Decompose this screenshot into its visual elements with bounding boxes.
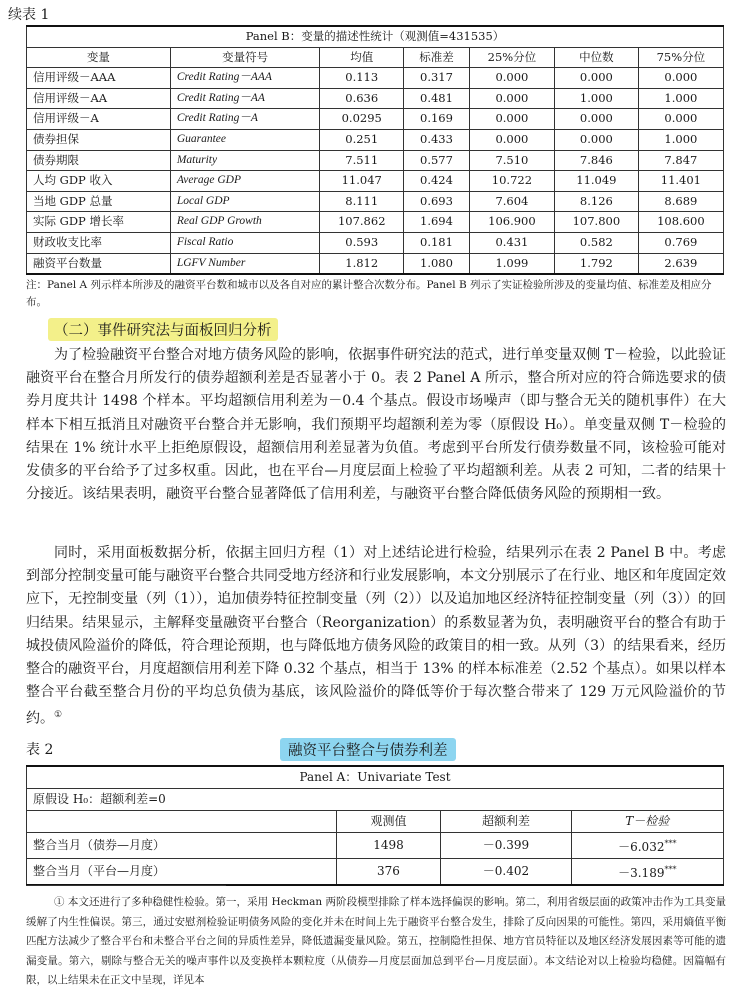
value-cell: 0.769 <box>638 232 723 253</box>
value-cell: 1.812 <box>320 253 404 274</box>
value-cell: 7.847 <box>638 150 723 171</box>
column-header: 标准差 <box>404 47 470 68</box>
value-cell: 8.126 <box>554 191 638 212</box>
row-label-cell <box>27 859 337 886</box>
value-cell: 0.000 <box>638 68 723 89</box>
variable-symbol-cell: Local GDP <box>170 191 320 212</box>
value-cell: 0.000 <box>469 109 554 130</box>
value-cell: 0.431 <box>469 232 554 253</box>
paragraph-1: 为了检验融资平台整合对地方债务风险的影响，依据事件研究法的范式，进行单变量双侧 T－检验，以此验证融资平台在整合月所发行的债券超额利差是否显著小于 0。表 2 Panel A 所示，整合所对应的符合筛选要求的债券月度共计 1498 个样本。平均超额信用利差为－0.4 个基点。假设市场噪声（即与整合无关的随机事件）在大样本下相互抵消且对融资平台整合并无影响，我们预期平均超额利差为零（原假设 H₀）。单变量双侧 T－检验的结果在 1% 统计水平上拒绝原假设，超额信用利差显著为负值。考虑到平台所发行债券数量不同，该检验可能对发债多的平台给予了过多权重。因此，也在平台—月度层面上检验了平均超额利差。从表 2 可知，二者的结果十分接近。该结果表明，融资平台整合显著降低了信用利差，与融资平台整合降低债务风险的预期相一致。 <box>26 347 726 503</box>
value-cell: 1.080 <box>404 253 470 274</box>
significance-stars: *** <box>664 839 677 848</box>
value-cell: 2.639 <box>638 253 723 274</box>
table-row <box>27 150 724 171</box>
table2-title: 融资平台整合与债券利差 <box>280 738 456 761</box>
value-cell: 8.689 <box>638 191 723 212</box>
table-row <box>27 171 724 192</box>
cell-text: －0.402 <box>482 864 530 878</box>
value-cell: 7.846 <box>554 150 638 171</box>
value-cell: 0.169 <box>404 109 470 130</box>
paragraph-2 <box>26 542 726 731</box>
cell-text: 整合当月（债券—月度） <box>33 838 166 852</box>
variable-symbol-cell: Credit Rating－A <box>170 109 320 130</box>
value-cell: 1.694 <box>404 212 470 233</box>
variable-symbol-cell: LGFV Number <box>170 253 320 274</box>
variable-symbol-cell: Credit Rating－AAA <box>170 68 320 89</box>
value-cell: 0.481 <box>404 88 470 109</box>
value-cell: 11.047 <box>320 171 404 192</box>
value-cell <box>571 859 723 886</box>
variable-name-cell: 债券担保 <box>27 129 171 150</box>
value-cell: 0.577 <box>404 150 470 171</box>
panel-b-caption: Panel B：变量的描述性统计（观测值=431535） <box>27 26 724 47</box>
table-row <box>27 212 724 233</box>
table-row <box>27 191 724 212</box>
value-cell <box>441 859 571 886</box>
value-cell: 108.600 <box>638 212 723 233</box>
value-cell: 1.000 <box>638 88 723 109</box>
column-header: 中位数 <box>554 47 638 68</box>
value-cell: 0.181 <box>404 232 470 253</box>
panel-a-caption: Panel A：Univariate Test <box>27 766 724 789</box>
value-cell: 1.000 <box>554 88 638 109</box>
value-cell: 0.317 <box>404 68 470 89</box>
variable-symbol-cell: Real GDP Growth <box>170 212 320 233</box>
variable-name-cell: 实际 GDP 增长率 <box>27 212 171 233</box>
cell-text: －3.189 <box>618 866 665 880</box>
value-cell: 7.510 <box>469 150 554 171</box>
table-row <box>27 859 724 886</box>
value-cell: 0.433 <box>404 129 470 150</box>
column-header: 25%分位 <box>469 47 554 68</box>
table-row <box>27 129 724 150</box>
value-cell: 1.792 <box>554 253 638 274</box>
value-cell: 1.000 <box>638 129 723 150</box>
table-row <box>27 232 724 253</box>
table-row <box>27 833 724 859</box>
value-cell: 7.511 <box>320 150 404 171</box>
value-cell: 0.000 <box>554 109 638 130</box>
variable-name-cell: 当地 GDP 总量 <box>27 191 171 212</box>
cell-text: 整合当月（平台—月度） <box>33 864 166 878</box>
table-row <box>27 68 724 89</box>
value-cell: 0.593 <box>320 232 404 253</box>
value-cell <box>571 833 723 859</box>
variable-symbol-cell: Maturity <box>170 150 320 171</box>
hypothesis-row: 原假设 H₀：超额利差=0 <box>27 789 724 811</box>
variable-name-cell: 信用评级－AAA <box>27 68 171 89</box>
value-cell: 0.582 <box>554 232 638 253</box>
value-cell: 107.800 <box>554 212 638 233</box>
footnote-marker[interactable]: ① <box>54 710 63 721</box>
value-cell: 11.401 <box>638 171 723 192</box>
column-header: 超额利差 <box>441 811 571 833</box>
value-cell: 0.000 <box>469 88 554 109</box>
table1-note: 注：Panel A 列示样本所涉及的融资平台数和城市以及各自对应的累计整合次数分布。Panel B 列示了实证检验所涉及的变量均值、标准差及相应分布。 <box>26 279 712 308</box>
column-header: T－检验 <box>571 811 723 833</box>
value-cell: 10.722 <box>469 171 554 192</box>
value-cell: 0.000 <box>469 129 554 150</box>
value-cell: 0.636 <box>320 88 404 109</box>
value-cell <box>336 859 441 886</box>
value-cell: 7.604 <box>469 191 554 212</box>
descriptive-stats-table <box>26 25 724 275</box>
value-cell: 106.900 <box>469 212 554 233</box>
variable-name-cell: 融资平台数量 <box>27 253 171 274</box>
cell-text: －6.032 <box>618 840 665 854</box>
cell-text: －0.399 <box>482 838 530 852</box>
variable-name-cell: 财政收支比率 <box>27 232 171 253</box>
variable-name-cell: 人均 GDP 收入 <box>27 171 171 192</box>
value-cell: 1.099 <box>469 253 554 274</box>
column-header: 均值 <box>320 47 404 68</box>
table-row <box>27 109 724 130</box>
value-cell <box>441 833 571 859</box>
value-cell: 0.251 <box>320 129 404 150</box>
table-header-row <box>27 47 724 68</box>
value-cell: 0.000 <box>554 129 638 150</box>
table2-header-row <box>27 811 724 833</box>
variable-symbol-cell: Average GDP <box>170 171 320 192</box>
univariate-test-table <box>26 765 724 886</box>
value-cell: 107.862 <box>320 212 404 233</box>
column-header <box>27 811 337 833</box>
value-cell: 0.693 <box>404 191 470 212</box>
value-cell: 0.113 <box>320 68 404 89</box>
significance-stars: *** <box>664 865 677 874</box>
variable-name-cell: 债券期限 <box>27 150 171 171</box>
value-cell: 8.111 <box>320 191 404 212</box>
column-header: 观测值 <box>336 811 441 833</box>
variable-symbol-cell: Guarantee <box>170 129 320 150</box>
value-cell: 11.049 <box>554 171 638 192</box>
variable-name-cell: 信用评级－A <box>27 109 171 130</box>
footnote: ① 本文还进行了多种稳健性检验。第一，采用 Heckman 两阶段模型排除了样本选择偏误的影响。第二，利用省级层面的政策冲击作为工具变量缓解了内生性偏误。第三，通过安慰剂检验证明债务风险的变化并未在时间上先于融资平台整合发生，排除了反向因果的可能性。第四，采用熵值平衡匹配方法减少了整合平台和未整合平台之间的异质性差异，降低遗漏变量风险。第五，控制隐性担保、地方官员特征以及地区经济发展因素等可能的遗漏变量。第六，剔除与整合无关的噪声事件以及变换样本颗粒度（从债券—月度层面加总到平台—月度层面）。本文结论对以上检验均稳健。因篇幅有限，以上结果未在正文中呈现，详见本 <box>26 896 726 986</box>
paragraph-2-text: 同时，采用面板数据分析，依据主回归方程（1）对上述结论进行检验，结果列示在表 2 Panel B 中。考虑到部分控制变量可能与融资平台整合共同受地方经济和行业发展影响，本文分别展示了在行业、地区和年度固定效应下，无控制变量（列（1）），追加债券特征控制变量（列（2））以及追加地区经济特征控制变量（列（3））的回归结果。结果显示，主解释变量融资平台整合（Reorganization）的系数显著为负，表明融资平台的整合有助于城投债风险溢价的降低，符合理论预期，也与降低地方债务风险的政策目的相一致。从列（3）的结果看来，经历整合的融资平台，月度超额信用利差下降 0.32 个基点，相当于 13% 的样本标准差（2.52 个基点）。如果以样本整合平台截至整合月份的平均总负债为基底，该风险溢价的降低等价于每次整合带来了 129 万元风险溢价的节约。 <box>26 545 726 728</box>
cell-text: 376 <box>377 864 400 878</box>
variable-name-cell: 信用评级－AA <box>27 88 171 109</box>
variable-symbol-cell: Credit Rating－AA <box>170 88 320 109</box>
continued-table-label: 续表 1 <box>8 7 50 23</box>
cell-text: 1498 <box>373 838 404 852</box>
footnote-divider <box>26 885 226 886</box>
table-row <box>27 253 724 274</box>
value-cell: 0.424 <box>404 171 470 192</box>
table-row <box>27 88 724 109</box>
value-cell: 0.000 <box>554 68 638 89</box>
column-header: 变量 <box>27 47 171 68</box>
section-heading: （二）事件研究法与面板回归分析 <box>48 318 278 341</box>
column-header: 75%分位 <box>638 47 723 68</box>
value-cell <box>336 833 441 859</box>
row-label-cell <box>27 833 337 859</box>
value-cell: 0.000 <box>638 109 723 130</box>
variable-symbol-cell: Fiscal Ratio <box>170 232 320 253</box>
value-cell: 0.000 <box>469 68 554 89</box>
column-header: 变量符号 <box>170 47 320 68</box>
value-cell: 0.0295 <box>320 109 404 130</box>
table2-label: 表 2 <box>26 742 54 758</box>
